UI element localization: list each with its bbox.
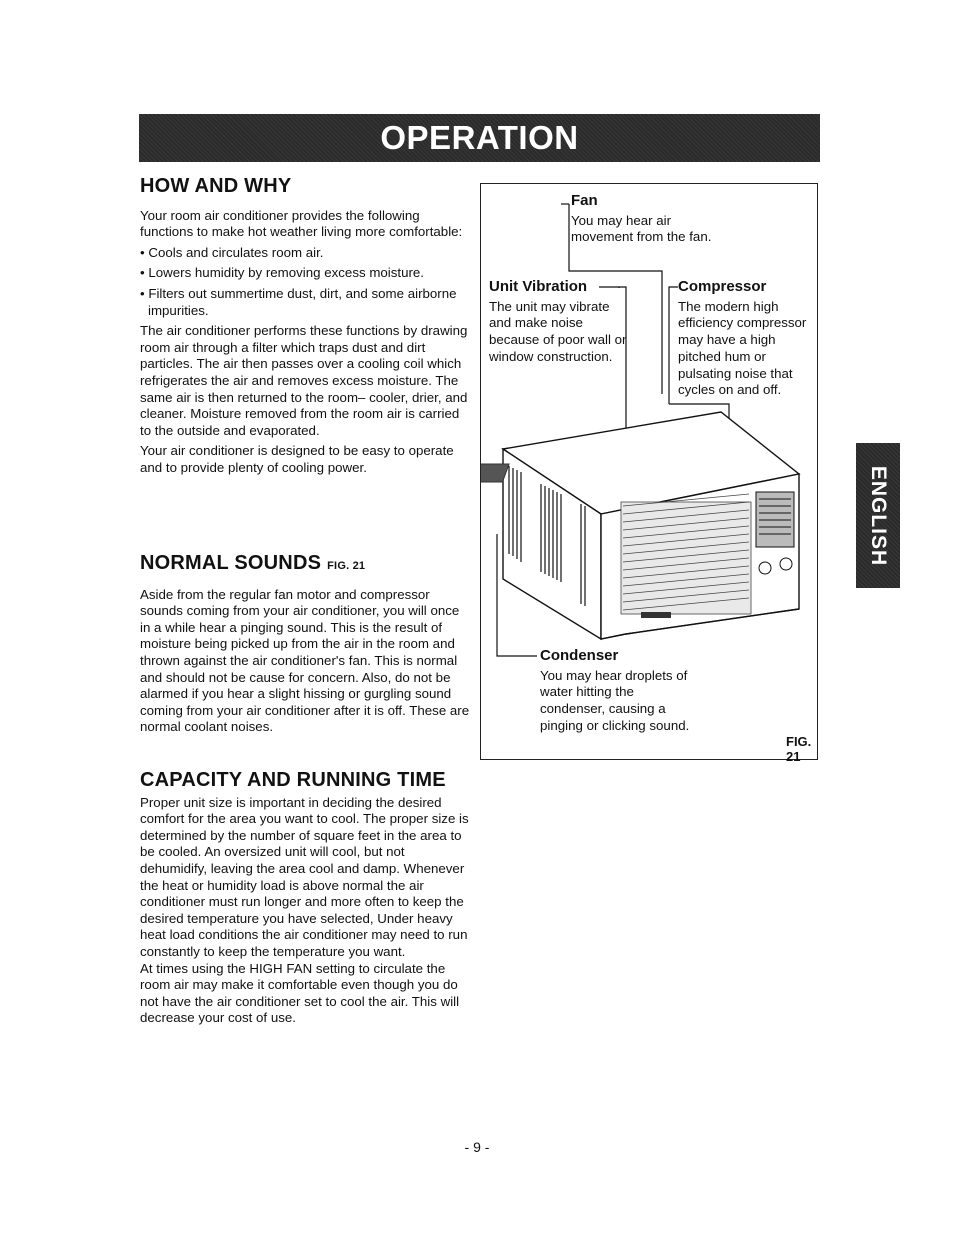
compressor-text: The modern high efficiency compressor may have a high pitched hum or pulsating noise that cycles on and off. [678, 298, 807, 398]
condenser-callout [540, 648, 690, 735]
banner-title: OPERATION [380, 119, 579, 156]
figure-box [480, 183, 818, 764]
condenser-text: You may hear droplets of water hitting the condenser, causing a pinging or clicking sound. [540, 667, 690, 733]
figure-caption: FIG. 21 [786, 734, 812, 764]
condenser-title: Condenser [540, 647, 619, 664]
how-and-why-heading: HOW AND WHY [140, 175, 292, 197]
compressor-callout [678, 279, 818, 399]
normal-sounds-title: NORMAL SOUNDS [140, 552, 322, 574]
how-and-why-intro: Your room air conditioner provides the following functions to make hot weather living more comfortable: [140, 207, 463, 240]
capacity-heading: CAPACITY AND RUNNING TIME [140, 769, 446, 791]
fan-callout [571, 193, 721, 246]
unit-vibration-text: The unit may vibrate and make noise because of poor wall or window construction. [489, 298, 627, 364]
compressor-title: Compressor [678, 278, 767, 295]
normal-sounds-text: Aside from the regular fan motor and compressor sounds coming from your air conditioner, you will once in a while hear a pinging sound. This is the result of moisture being picked up from the air in the room and thrown against the air conditioner's fan. This is normal and should not be cause for concern. Also, do not be alarmed if you hear a slight hissing or gurgling sound coming from your air conditioner after it is off. These are normal coolant noises. [140, 586, 470, 735]
language-tab [856, 443, 900, 588]
list-item: • Filters out summertime dust, dirt, and some airborne impurities. [140, 285, 457, 318]
normal-sounds-section [140, 552, 470, 740]
capacity-text: At times using the HIGH FAN setting to circulate the room air may make it comfortable even though you do not have the air conditioner set to cool the air. This will decrease your cost of use. [140, 960, 460, 1026]
section-banner [139, 114, 820, 162]
page-number: - 9 - [464, 1139, 490, 1155]
normal-sounds-heading [140, 552, 470, 575]
how-and-why-paragraph: Your air conditioner is designed to be easy to operate and to provide plenty of cooling power. [140, 443, 454, 475]
function-list [140, 245, 470, 319]
how-and-why-section [140, 175, 470, 481]
capacity-section [140, 769, 470, 1031]
how-and-why-paragraph: The air conditioner performs these functions by drawing room air through a filter which traps dust and dirt particles. The air then passes over a cooling coil which refrigerates the air and removes excess moisture. The same air is then returned to the room– cooler, drier, and cleaner. Moisture removed from the room air is carried to the outside and evaporated. [140, 323, 468, 438]
list-item: • Lowers humidity by removing excess moisture. [140, 265, 424, 281]
unit-vibration-title: Unit Vibration [489, 278, 588, 295]
capacity-text: Proper unit size is important in deciding the desired comfort for the area you want to cool. The proper size is determined by the number of square feet in the area to be cooled. An oversized unit will cool, but not dehumidify, leaving the area cool and damp. Whenever the heat or humidity load is above normal the air conditioner must run longer and more often to keep the desired temperature you have selected, Under heavy heat load conditions the air conditioner may need to run constantly to keep the temperature you want. [140, 794, 469, 959]
unit-vibration-callout [489, 279, 629, 366]
list-item: • Cools and circulates room air. [140, 244, 324, 260]
fan-text: You may hear air movement from the fan. [571, 212, 712, 245]
language-tab-label: ENGLISH [867, 465, 890, 566]
figure-reference: FIG. 21 [327, 560, 366, 572]
fan-title: Fan [571, 192, 598, 209]
